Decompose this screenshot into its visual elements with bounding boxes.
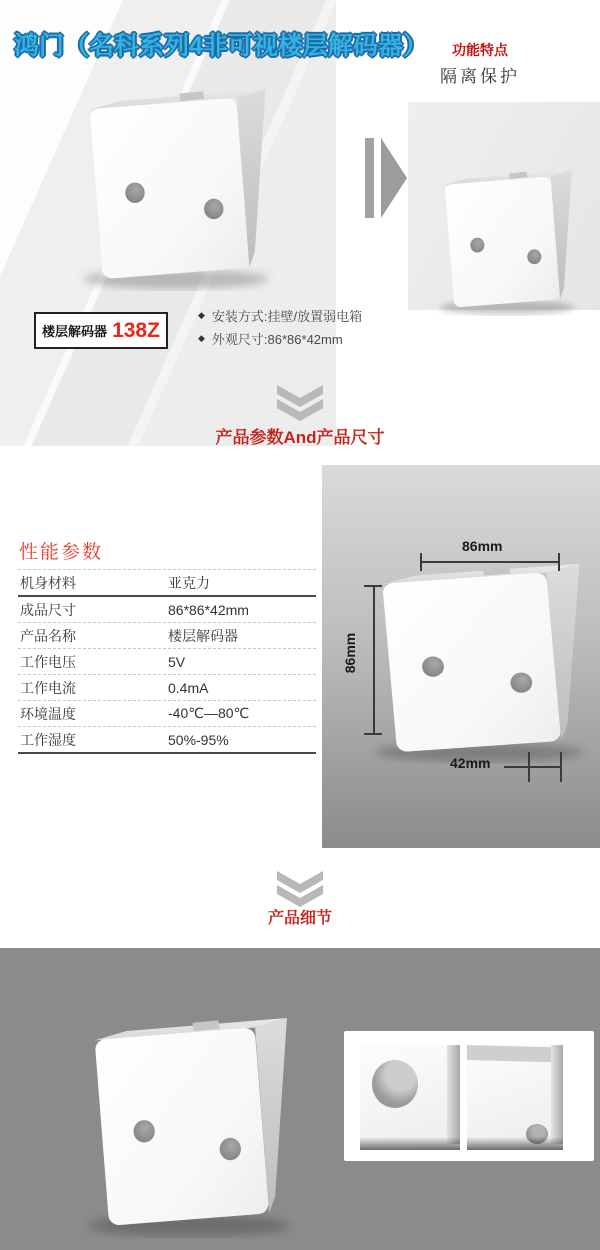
spec-bullet-list: [198, 304, 398, 350]
shadow: [467, 1137, 563, 1150]
spec-label: 工作湿度: [20, 731, 76, 748]
section-title-details: 产品细节: [267, 910, 332, 927]
chevron-down-icon: [277, 871, 323, 907]
spec-value: 亚克力: [168, 574, 210, 591]
box-top-edge: [467, 1045, 563, 1063]
specs-table: [18, 569, 316, 754]
dim-width-label: 86mm: [462, 538, 503, 554]
spec-label: 环境温度: [20, 705, 76, 722]
specs-heading: 性能参数: [19, 542, 104, 563]
dimension-product-image: [358, 535, 600, 765]
model-name: 楼层解码器: [42, 324, 108, 339]
box-edge: [447, 1045, 460, 1144]
chevron-down-icon: [277, 385, 323, 421]
spec-label: 工作电压: [20, 653, 76, 670]
spec-value: 5V: [168, 653, 186, 670]
spec-value: 86*86*42mm: [168, 601, 249, 618]
spec-label: 工作电流: [20, 679, 76, 696]
dimension-line: [504, 766, 562, 768]
dimension-tick: [364, 733, 382, 735]
dimension-tick: [558, 553, 560, 571]
diamond-bullet-icon: ◆: [198, 333, 205, 343]
shadow: [360, 1137, 460, 1150]
table-row: [18, 727, 316, 752]
detail-crop-hole: [360, 1045, 460, 1150]
spec-label: 成品尺寸: [20, 601, 76, 618]
detail-crop-corner: [467, 1045, 563, 1150]
feature-product-image: [429, 149, 585, 317]
detail-product-image: [71, 986, 307, 1240]
list-item: [198, 327, 398, 350]
right-arrow-icon: [381, 138, 407, 218]
dim-depth-label: 42mm: [450, 755, 491, 771]
dimension-tick: [528, 752, 530, 782]
detail-panel: [344, 1031, 594, 1161]
dimension-tick: [420, 553, 422, 571]
model-label-box: [34, 312, 168, 349]
dimension-line: [420, 561, 560, 563]
table-row: [18, 675, 316, 701]
bullet-text: 外观尺寸:86*86*42mm: [211, 332, 343, 347]
model-code: 138Z: [112, 318, 160, 342]
box-edge: [551, 1045, 563, 1144]
dimension-tick: [364, 585, 382, 587]
hero-product-image: [68, 60, 284, 292]
table-row: [18, 623, 316, 649]
spec-label: 产品名称: [20, 627, 76, 644]
right-arrow-icon: [365, 138, 374, 218]
feature-item: 隔离保护: [440, 67, 520, 86]
dim-height-label: 86mm: [342, 632, 359, 674]
features-heading: 功能特点: [452, 42, 508, 58]
spec-value: 0.4mA: [168, 679, 209, 696]
bullet-text: 安装方式:挂壁/放置弱电箱: [211, 309, 363, 324]
section-title-params: 产品参数And产品尺寸: [215, 428, 385, 447]
table-row: [18, 649, 316, 675]
spec-value: 楼层解码器: [168, 627, 238, 644]
table-row: [18, 701, 316, 727]
spec-value: -40℃—80℃: [168, 705, 250, 721]
diamond-bullet-icon: ◆: [198, 310, 205, 320]
dimension-figure: [322, 465, 600, 848]
dimension-line: [373, 585, 375, 735]
screw-hole-closeup: [372, 1060, 418, 1108]
dimension-tick: [560, 752, 562, 782]
list-item: [198, 304, 398, 327]
table-row: [18, 597, 316, 623]
spec-label: 机身材料: [20, 574, 76, 591]
table-row: [18, 570, 316, 597]
spec-value: 50%-95%: [168, 731, 229, 748]
page-title: 鸿门（名科系列4非可视楼层解码器）: [14, 32, 428, 60]
